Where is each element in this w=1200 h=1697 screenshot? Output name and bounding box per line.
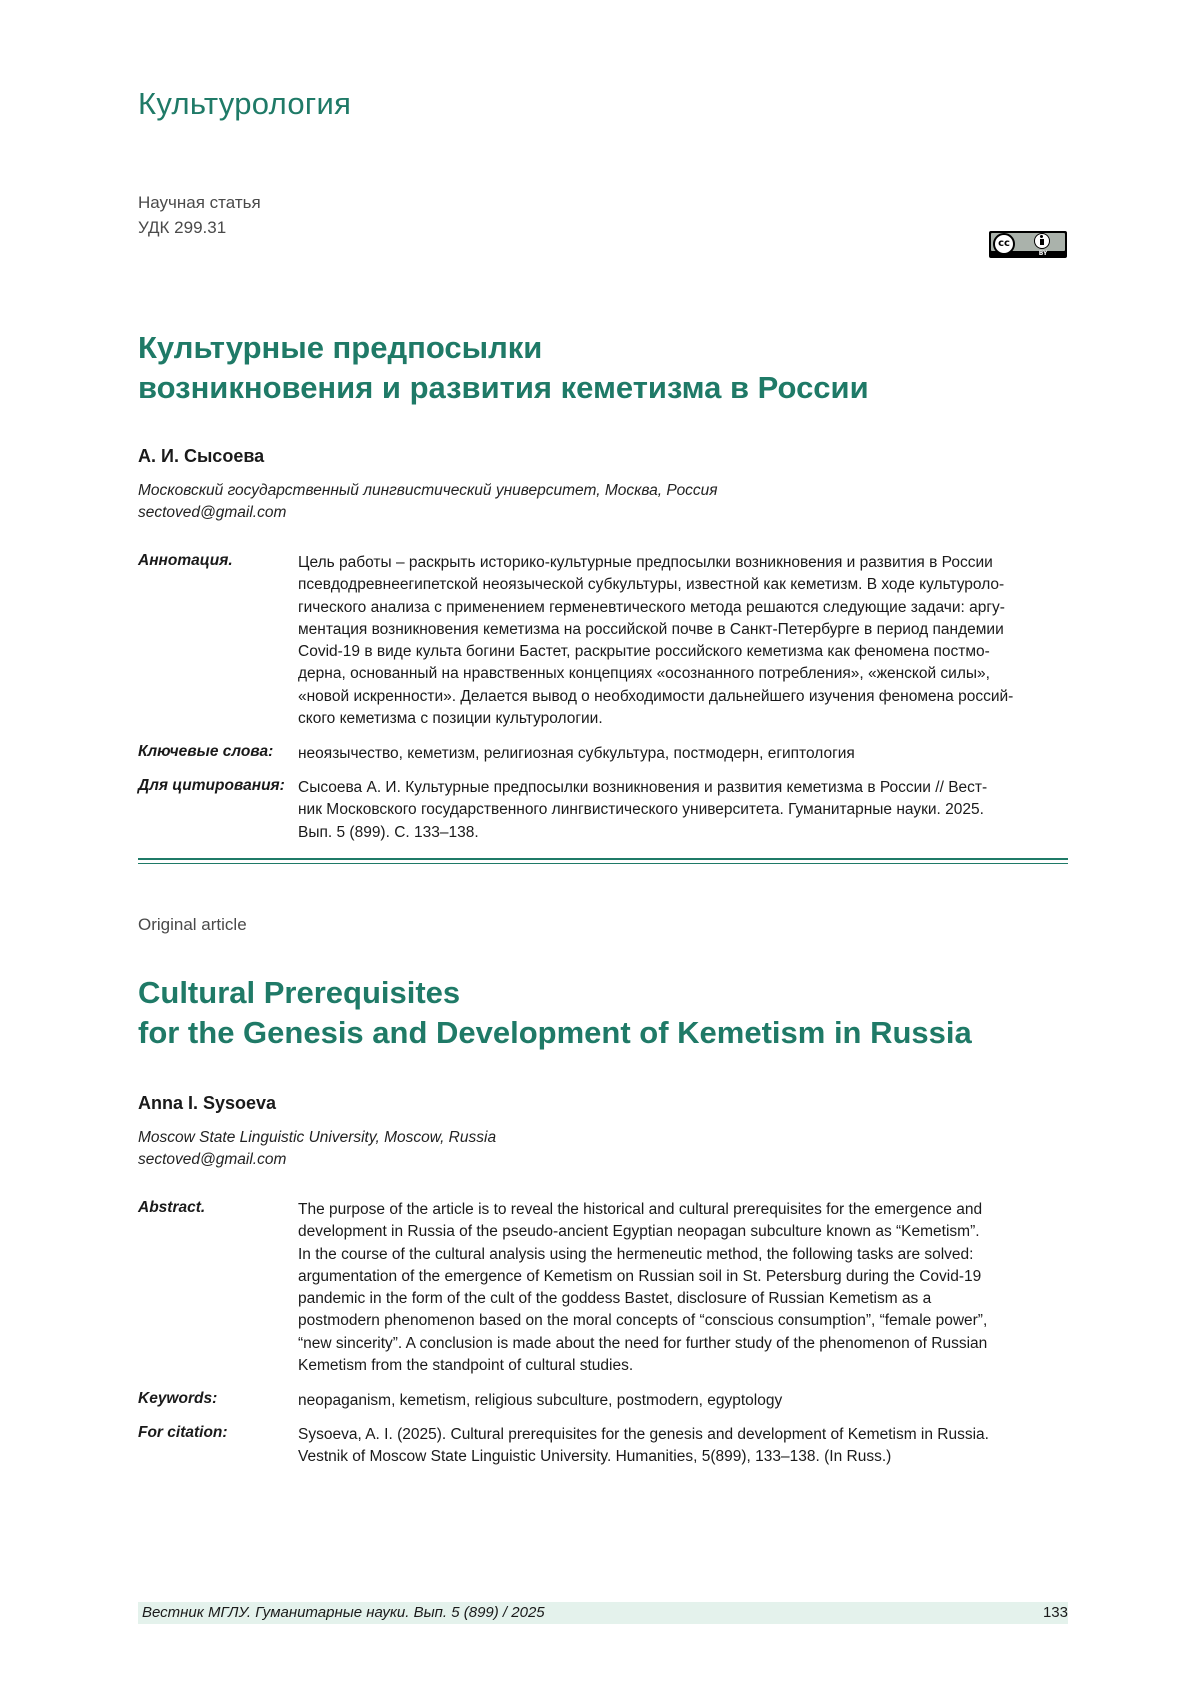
abstract-line: Covid-19 в виде культа богини Бастет, раскрытие российского кеметизма как феномена постмо- xyxy=(298,641,1068,663)
section-divider-thin xyxy=(138,863,1068,864)
abstract-line: Цель работы – раскрыть историко-культурные предпосылки возникновения и развития в России xyxy=(298,552,1068,574)
udk-code: УДК 299.31 xyxy=(138,216,226,239)
page-number: 133 xyxy=(1000,1604,1068,1621)
affiliation-en: Moscow State Linguistic University, Moscow, Russia xyxy=(138,1127,496,1149)
abstract-line: дерна, основанный на нравственных концепциях «осознанного потребления», «женской силы», xyxy=(298,663,1068,685)
abstract-line: гического анализа с применением герменевтического метода решаются следующие задачи: аргу- xyxy=(298,597,1068,619)
citation-line: Sysoeva, A. I. (2025). Cultural prerequisites for the genesis and development of Kemetism in Russia. xyxy=(298,1424,1068,1446)
abstract-line: development in Russia of the pseudo-ancient Egyptian neopagan subculture known as “Kemetism”. xyxy=(298,1221,1068,1243)
author-name-en: Anna I. Sysoeva xyxy=(138,1093,276,1114)
abstract-line: «новой искренности». Делается вывод о необходимости дальнейшего изучения феномена россий- xyxy=(298,686,1068,708)
article-title-en-line1: Cultural Prerequisites xyxy=(138,973,460,1013)
abstract-line: ментация возникновения кеметизма на российской почве в Санкт-Петербурге в период пандемии xyxy=(298,619,1068,641)
keywords-label-en: Keywords: xyxy=(138,1390,288,1408)
keywords-ru: неоязычество, кеметизм, религиозная субкультура, постмодерн, египтология xyxy=(298,743,1068,765)
citation-label-en: For citation: xyxy=(138,1424,288,1442)
affiliation-ru: Московский государственный лингвистический университет, Москва, Россия xyxy=(138,480,718,502)
citation-label-ru: Для цитирования: xyxy=(138,777,288,795)
citation-en xyxy=(298,1424,1068,1469)
person-icon xyxy=(1034,233,1050,249)
abstract-line: In the course of the cultural analysis using the hermeneutic method, the following tasks are solved: xyxy=(298,1244,1068,1266)
abstract-label-en: Abstract. xyxy=(138,1199,288,1217)
keywords-label-ru: Ключевые слова: xyxy=(138,743,288,761)
abstract-line: Kemetism from the standpoint of cultural studies. xyxy=(298,1355,1068,1377)
abstract-line: postmodern phenomenon based on the moral concepts of “conscious consumption”, “female power”, xyxy=(298,1310,1068,1332)
abstract-ru xyxy=(298,552,1068,730)
article-title-en-line2: for the Genesis and Development of Kemetism in Russia xyxy=(138,1013,972,1053)
section-title: Культурология xyxy=(138,86,351,122)
footer-journal: Вестник МГЛУ. Гуманитарные науки. Вып. 5 (899) / 2025 xyxy=(142,1604,545,1621)
section-divider xyxy=(138,858,1068,860)
keywords-en: neopaganism, kemetism, religious subculture, postmodern, egyptology xyxy=(298,1390,1068,1412)
abstract-en xyxy=(298,1199,1068,1377)
abstract-label-ru: Аннотация. xyxy=(138,552,288,570)
email-en[interactable]: sectoved@gmail.com xyxy=(138,1149,286,1171)
creative-commons-by-icon[interactable] xyxy=(989,231,1067,258)
cc-icon: cc xyxy=(993,233,1015,255)
citation-line: ник Московского государственного лингвистического университета. Гуманитарные науки. 2025. xyxy=(298,799,1068,821)
abstract-line: ского кеметизма с позиции культурологии. xyxy=(298,708,1068,730)
abstract-line: The purpose of the article is to reveal the historical and cultural prerequisites for the emergence and xyxy=(298,1199,1068,1221)
author-name-ru: А. И. Сысоева xyxy=(138,446,264,467)
article-title-ru-line1: Культурные предпосылки xyxy=(138,328,542,368)
abstract-line: псевдодревнеегипетской неоязыческой субкультуры, известной как кеметизм. В ходе культуроло- xyxy=(298,574,1068,596)
citation-line: Vestnik of Moscow State Linguistic University. Humanities, 5(899), 133–138. (In Russ.) xyxy=(298,1446,1068,1468)
citation-ru xyxy=(298,777,1068,844)
abstract-line: “new sincerity”. A conclusion is made about the need for further study of the phenomenon of Russian xyxy=(298,1333,1068,1355)
article-title-ru-line2: возникновения и развития кеметизма в России xyxy=(138,368,869,408)
abstract-line: argumentation of the emergence of Kemetism on Russian soil in St. Petersburg during the Covid-19 xyxy=(298,1266,1068,1288)
abstract-line: pandemic in the form of the cult of the goddess Bastet, disclosure of Russian Kemetism as a xyxy=(298,1288,1068,1310)
article-type: Научная статья xyxy=(138,191,261,214)
article-type-en: Original article xyxy=(138,913,247,936)
citation-line: Сысоева А. И. Культурные предпосылки возникновения и развития кеметизма в России // Вест- xyxy=(298,777,1068,799)
email-ru[interactable]: sectoved@gmail.com xyxy=(138,502,286,524)
citation-line: Вып. 5 (899). С. 133–138. xyxy=(298,822,1068,844)
by-label: BY xyxy=(1034,250,1052,257)
